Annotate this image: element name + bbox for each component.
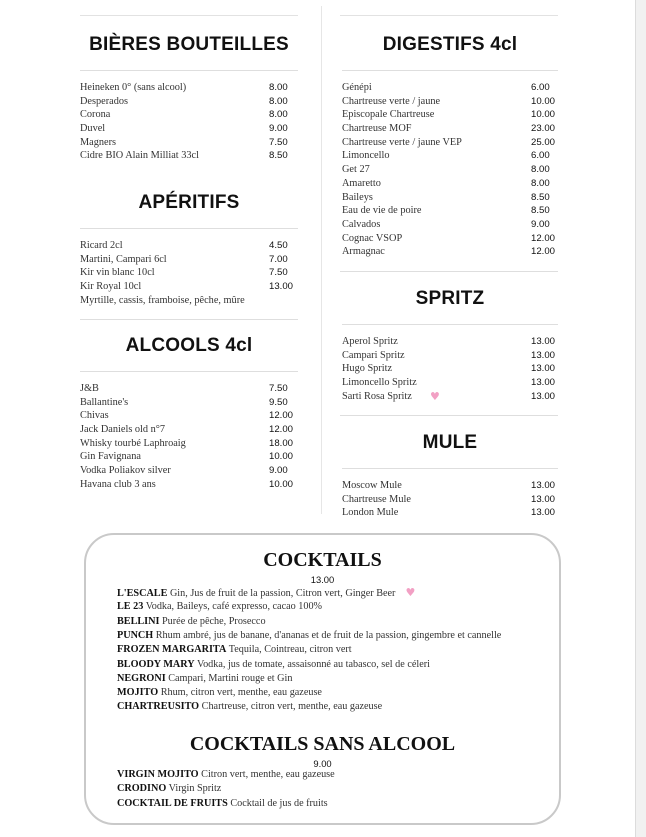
cocktail-name: LE 23 (117, 601, 144, 613)
item-price: 10.00 (531, 109, 556, 121)
menu-item (80, 450, 298, 464)
sans-alcool-price: 9.00 (313, 758, 332, 769)
item-name: Chartreuse verte / jaune VEP (342, 136, 462, 148)
item-price: 4.50 (269, 240, 288, 251)
kir-flavours-note: Myrtille, cassis, framboise, pêche, mûre (80, 294, 245, 306)
divider (340, 271, 558, 272)
item-price: 6.00 (531, 82, 550, 93)
menu-item (342, 349, 558, 363)
cocktail-name: VIRGIN MOJITO (117, 769, 199, 780)
section-aperitifs (80, 192, 298, 307)
item-price: 12.00 (269, 410, 294, 422)
cocktail-name: PUNCH (117, 629, 154, 641)
menu-item (342, 163, 558, 177)
item-price: 13.00 (531, 377, 556, 389)
item-name: Chartreuse verte / jaune (342, 95, 441, 107)
item-price: 18.00 (269, 437, 294, 449)
divider (340, 415, 558, 416)
cocktail-name: L'ESCALE (117, 588, 168, 599)
sans-alcool-title: COCKTAILS SANS ALCOOL (189, 733, 456, 755)
cocktail-name: COCKTAIL DE FRUITS (117, 797, 228, 809)
item-name: Magners (80, 136, 117, 148)
menu-item (342, 136, 558, 150)
menu-item (80, 108, 298, 122)
section-mule (342, 432, 558, 520)
section-bieres (80, 34, 298, 163)
menu-item (80, 239, 298, 253)
item-price: 9.00 (269, 123, 288, 135)
item-list (342, 479, 558, 520)
cocktail-ingredients: Rhum, citron vert, menthe, eau gazeuse (160, 687, 322, 699)
cocktail-ingredients: Chartreuse, citron vert, menthe, eau gazeuse (201, 701, 383, 713)
divider (80, 319, 298, 320)
item-name: J&B (80, 383, 99, 394)
menu-item (80, 396, 298, 410)
menu-item (342, 376, 558, 390)
item-price: 25.00 (531, 136, 556, 148)
cocktails-title: COCKTAILS (263, 549, 382, 571)
menu-item (342, 177, 558, 191)
section-title-digestifs: DIGESTIFS 4cl (382, 34, 518, 55)
top-divider-right (340, 15, 558, 16)
menu-item (80, 253, 298, 267)
item-price: 13.00 (531, 493, 556, 505)
section-title-bieres: BIÈRES BOUTEILLES (89, 34, 289, 55)
cocktail-name: MOJITO (117, 687, 159, 699)
cocktails-price: 13.00 (310, 574, 335, 585)
item-price: 9.00 (531, 218, 550, 230)
item-name: Chartreuse MOF (342, 123, 412, 135)
cocktail-line (117, 629, 501, 643)
item-name: Chivas (80, 410, 109, 422)
item-price: 6.00 (531, 150, 550, 162)
item-name: Limoncello Spritz (342, 377, 417, 389)
item-price: 9.00 (269, 465, 288, 477)
menu-item (80, 382, 298, 396)
item-name: Martini, Campari 6cl (80, 253, 167, 265)
menu-item (80, 81, 298, 95)
divider (80, 371, 298, 372)
menu-item (342, 149, 558, 163)
item-name: Moscow Mule (342, 480, 402, 491)
item-price: 7.50 (269, 383, 288, 394)
section-title-spritz: SPRITZ (415, 288, 485, 309)
item-price: 10.00 (269, 478, 294, 490)
menu-item (80, 136, 298, 150)
menu-item (80, 149, 298, 163)
menu-item (342, 335, 558, 349)
item-price: 8.00 (269, 109, 288, 121)
cocktail-ingredients: Purée de pêche, Prosecco (162, 615, 266, 627)
divider (80, 228, 298, 229)
heart-icon: ♥ (430, 389, 440, 403)
item-name: Episcopale Chartreuse (342, 109, 435, 121)
section-spritz (342, 288, 558, 403)
item-price: 13.00 (531, 349, 556, 361)
item-price: 8.00 (531, 164, 550, 176)
cocktail-line (117, 797, 328, 811)
item-name: Aperol Spritz (342, 336, 398, 347)
item-price: 12.00 (531, 232, 556, 244)
cocktail-ingredients: Virgin Spritz (168, 783, 222, 795)
cocktail-ingredients: Citron vert, menthe, eau gazeuse (201, 769, 335, 780)
item-price: 8.00 (269, 82, 288, 93)
cocktail-line (117, 643, 352, 657)
menu-item (342, 479, 558, 493)
menu-item (80, 423, 298, 437)
divider (342, 70, 558, 71)
item-name: Chartreuse Mule (342, 493, 411, 505)
item-price: 12.00 (531, 246, 556, 258)
item-name: Calvados (342, 218, 381, 230)
cocktail-ingredients: Campari, Martini rouge et Gin (168, 672, 293, 684)
item-price: 8.50 (531, 205, 550, 217)
item-price: 7.50 (269, 267, 288, 279)
cocktail-line (117, 768, 335, 782)
cocktail-ingredients: Vodka, jus de tomate, assaisonné au tabasco, sel de céleri (197, 658, 430, 670)
menu-item (342, 95, 558, 109)
cocktail-line (117, 615, 266, 629)
item-name: Cidre BIO Alain Milliat 33cl (80, 150, 199, 162)
item-price: 13.00 (531, 390, 556, 402)
cocktail-name: FROZEN MARGARITA (117, 644, 227, 656)
item-price: 10.00 (269, 451, 294, 463)
item-price: 13.00 (531, 480, 556, 491)
item-name: Duvel (80, 123, 106, 135)
item-name: Sarti Rosa Spritz (342, 390, 412, 402)
item-price: 23.00 (531, 123, 556, 135)
section-digestifs (342, 34, 558, 259)
item-list (342, 335, 558, 403)
cocktail-name: NEGRONI (117, 672, 166, 684)
divider (80, 70, 298, 71)
cocktail-line (117, 686, 322, 700)
section-title-aperitifs: APÉRITIFS (138, 192, 240, 213)
menu-item (342, 390, 558, 404)
cocktail-name: CHARTREUSITO (117, 701, 200, 713)
item-name: Ballantine's (80, 396, 129, 408)
menu-item (342, 232, 558, 246)
heart-icon: ♥ (405, 586, 416, 599)
item-price: 13.00 (531, 336, 556, 347)
item-name: London Mule (342, 507, 399, 519)
cocktail-line (117, 782, 221, 796)
page-edge (635, 0, 646, 837)
menu-item (342, 204, 558, 218)
item-name: Amaretto (342, 177, 381, 189)
divider (342, 324, 558, 325)
cocktail-ingredients: Gin, Jus de fruit de la passion, Citron vert, Ginger Beer (169, 588, 396, 599)
top-divider-left (80, 15, 298, 16)
menu-item (80, 266, 298, 280)
item-price: 13.00 (531, 507, 556, 519)
menu-item (342, 245, 558, 259)
cocktail-line (117, 600, 322, 614)
cocktail-name: CRODINO (117, 783, 167, 795)
item-name: Vodka Poliakov silver (80, 465, 171, 477)
menu-item (80, 409, 298, 423)
item-name: Heineken 0° (sans alcool) (80, 82, 187, 93)
cocktail-ingredients: Rhum ambré, jus de banane, d'ananas et de fruit de la passion, gingembre et cannelle (155, 629, 502, 641)
cocktail-ingredients: Vodka, Baileys, café expresso, cacao 100% (145, 601, 323, 613)
item-price: 7.50 (269, 136, 288, 148)
cocktail-ingredients: Tequila, Cointreau, citron vert (228, 644, 352, 656)
menu-item (80, 280, 298, 294)
item-price: 8.00 (531, 177, 550, 189)
item-price: 8.00 (269, 95, 288, 107)
item-name: Cognac VSOP (342, 232, 403, 244)
menu-item (342, 191, 558, 205)
item-price: 7.00 (269, 253, 288, 265)
menu-item (342, 108, 558, 122)
item-price: 12.00 (269, 424, 294, 436)
column-divider (321, 6, 322, 514)
item-name: Eau de vie de poire (342, 205, 422, 217)
item-name: Limoncello (342, 150, 390, 162)
item-price: 8.50 (531, 191, 550, 203)
item-name: Ricard 2cl (80, 240, 123, 251)
item-name: Corona (80, 109, 111, 121)
item-name: Kir Royal 10cl (80, 281, 142, 293)
item-name: Havana club 3 ans (80, 478, 156, 490)
menu-item (80, 478, 298, 492)
item-name: Campari Spritz (342, 349, 405, 361)
item-list (342, 81, 558, 259)
item-price: 9.50 (269, 396, 288, 408)
item-list (80, 239, 298, 294)
cocktail-line (117, 700, 382, 714)
cocktail-name: BELLINI (117, 615, 160, 627)
cocktail-line (117, 672, 292, 686)
menu-item (80, 464, 298, 478)
menu-item (80, 122, 298, 136)
item-price: 13.00 (531, 363, 556, 375)
cocktail-line (117, 658, 430, 672)
section-title-mule: MULE (422, 432, 478, 453)
menu-item (342, 506, 558, 520)
menu-item (342, 493, 558, 507)
cocktail-line (117, 586, 415, 601)
menu-item (342, 81, 558, 95)
item-list (80, 81, 298, 163)
item-list (80, 382, 298, 492)
item-name: Gin Favignana (80, 451, 141, 463)
item-name: Armagnac (342, 246, 385, 258)
menu-item (80, 95, 298, 109)
item-name: Get 27 (342, 164, 370, 176)
section-title-alcools: ALCOOLS 4cl (125, 335, 253, 356)
menu-item (342, 218, 558, 232)
item-name: Génépi (342, 82, 372, 93)
cocktail-name: BLOODY MARY (117, 658, 195, 670)
item-price: 8.50 (269, 150, 288, 162)
menu-item (80, 437, 298, 451)
cocktail-ingredients: Cocktail de jus de fruits (230, 797, 328, 809)
item-name: Jack Daniels old n°7 (80, 424, 166, 436)
menu-item (342, 362, 558, 376)
divider (342, 468, 558, 469)
section-alcools (80, 335, 298, 492)
menu-item (342, 122, 558, 136)
item-name: Baileys (342, 191, 373, 203)
item-price: 10.00 (531, 95, 556, 107)
item-price: 13.00 (269, 281, 294, 293)
item-name: Kir vin blanc 10cl (80, 267, 155, 279)
item-name: Whisky tourbé Laphroaig (80, 437, 186, 449)
item-name: Hugo Spritz (342, 363, 393, 375)
item-name: Desperados (80, 95, 129, 107)
